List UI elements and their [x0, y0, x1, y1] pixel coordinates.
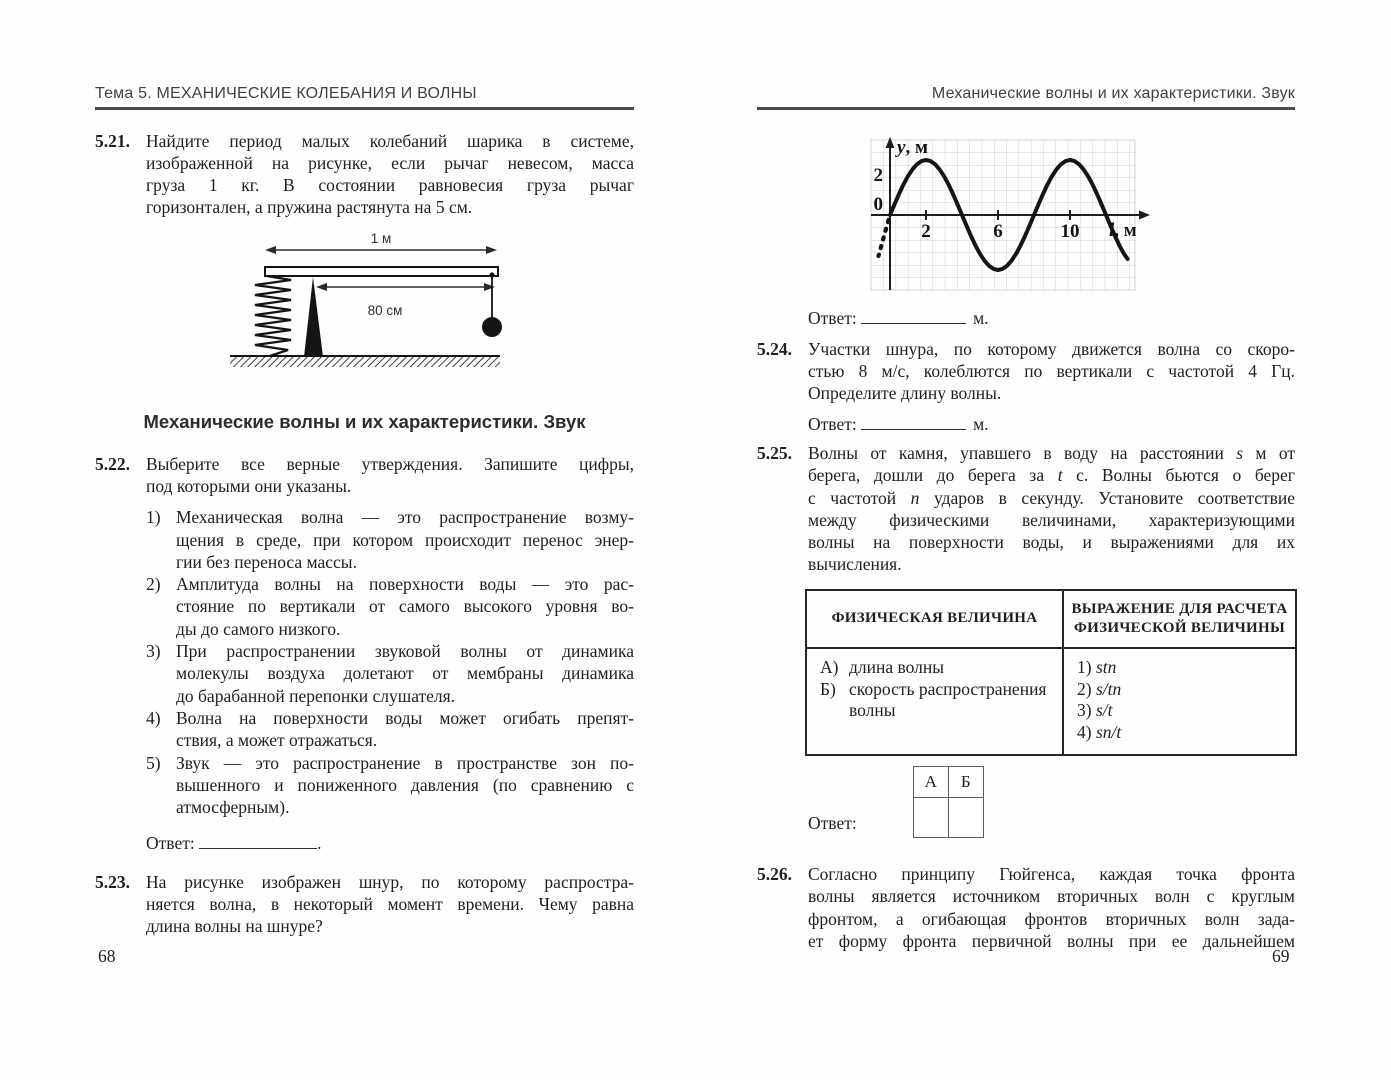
- answer-label: Ответ:: [808, 413, 857, 434]
- quantity-letter: А): [820, 656, 839, 677]
- table-header-expression: ВЫРАЖЕНИЕ ДЛЯ РАСЧЕТА ФИЗИЧЕСКОЙ ВЕЛИЧИНЫ: [1063, 590, 1296, 648]
- problem-5-24: [757, 338, 1295, 405]
- problem-5-21: [95, 130, 634, 219]
- page-number-left: 68: [98, 946, 116, 966]
- problem-number: 5.26.: [757, 863, 792, 884]
- answer-unit: м.: [973, 307, 989, 328]
- x-axis-label: l, м: [1109, 219, 1137, 241]
- answer-grid-cell-a: [913, 797, 948, 837]
- item-number: 1): [146, 507, 161, 528]
- statement-item-2: [146, 573, 634, 640]
- expression-options: 1) stn 2) s/tn 3) s/t 4) sn/t: [1077, 656, 1122, 743]
- y-axis-label: y, м: [897, 136, 928, 158]
- problem-number: 5.21.: [95, 130, 130, 151]
- item-text: Звук — это распространение в пространстве зон по- вышенного и пониженного давления (по сравнению с атмосферным).: [176, 752, 634, 818]
- page-number-right: 69: [1272, 946, 1290, 966]
- problem-number: 5.23.: [95, 871, 130, 892]
- problem-intro: Выберите все верные утверждения. Запишите цифры, под которыми они указаны.: [146, 453, 634, 496]
- dimension-total: [265, 231, 497, 254]
- x-tick-label-6: 6: [993, 220, 1003, 242]
- x-tick-label-2: 2: [921, 220, 931, 242]
- item-number: 3): [146, 641, 161, 662]
- matching-table: [805, 589, 1297, 756]
- problem-text: Волны от камня, упавшего в воду на расстоянии s м от берега, дошли до берега за t с. Волны бьются о берег с частотой n ударов в секунду. Установите соответствие между физическими величинами, характеризующими волны на поверхности воды, и выражениями для их вычисления.: [808, 442, 1296, 575]
- answer-blank: [199, 834, 317, 849]
- problem-text: Найдите период малых колебаний шарика в системе, изображенной на рисунке, если рычаг невесом, масса груза 1 кг. В состоянии равновесия груза рычаг горизонтален, а пружина растянута на 5 см.: [146, 130, 634, 218]
- answer-blank: [861, 415, 966, 430]
- problem-text: Согласно принципу Гюйгенса, каждая точка фронта волны является источником вторичных волн с круглым фронтом, а огибающая фронтов вторичных волн зада- ет форму фронта первичной волны при ее дальнейшем: [808, 863, 1295, 951]
- statement-item-1: [146, 506, 634, 573]
- ground-hatch: [230, 357, 500, 367]
- quantity-text: скорость распространения волны: [849, 678, 1047, 721]
- wave-graph: [757, 133, 1295, 298]
- answer-suffix: .: [317, 833, 322, 854]
- item-text: Амплитуда волны на поверхности воды — это рас- стояние по вертикали от самого высокого уровня во- ды до самого низкого.: [176, 574, 634, 639]
- item-text: Механическая волна — это распространение возму- щения в среде, при котором происходит перенос энер- гии без переноса массы.: [176, 507, 634, 572]
- answer-line-5-23: [808, 307, 1295, 329]
- y-tick-label-2: 2: [873, 164, 883, 186]
- quantity-a: [820, 657, 1052, 679]
- problem-number: 5.22.: [95, 453, 130, 474]
- answer-line-5-22: [146, 832, 634, 854]
- quantity-b: [820, 679, 1052, 723]
- statement-item-4: [146, 707, 634, 752]
- problem-body: [146, 453, 634, 819]
- problem-5-26: [757, 863, 1295, 952]
- statement-item-5: [146, 752, 634, 819]
- quantity-letter: Б): [820, 678, 836, 699]
- running-head-right: Механические волны и их характеристики. Звук: [931, 85, 1295, 102]
- lever-spring-figure: [95, 229, 634, 389]
- answer-grid: [913, 766, 984, 838]
- fulcrum: [304, 277, 323, 357]
- problem-5-23: [95, 871, 634, 938]
- x-axis-arrow: [1139, 210, 1150, 219]
- statement-list: [146, 506, 634, 818]
- problem-text: Участки шнура, по которому движется волна со скоро- стью 8 м/с, колеблются по вертикали с частотой 4 Гц. Определите длину волны.: [808, 338, 1295, 404]
- item-text: Волна на поверхности воды может огибать препят- ствия, а может отражаться.: [176, 707, 634, 751]
- dimension-total-label: 1 м: [370, 230, 392, 246]
- quantity-text: длина волны: [849, 656, 945, 677]
- answer-grid-cell-b: [948, 797, 983, 837]
- answer-blank: [861, 309, 966, 324]
- answer-label: Ответ:: [808, 307, 857, 328]
- left-page: [95, 80, 634, 938]
- running-head-left: Тема 5. МЕХАНИЧЕСКИЕ КОЛЕБАНИЯ И ВОЛНЫ: [95, 85, 477, 102]
- problem-number: 5.25.: [757, 442, 792, 463]
- lever-bar: [265, 267, 498, 276]
- answer-grid-col-b: Б: [948, 766, 983, 797]
- answer-line-5-24: [808, 413, 1295, 435]
- spring: [255, 276, 291, 356]
- answer-label: Ответ:: [146, 833, 195, 854]
- table-cell-quantities: [806, 648, 1063, 755]
- table-header-quantity: ФИЗИЧЕСКАЯ ВЕЛИЧИНА: [806, 590, 1063, 648]
- item-text: При распространении звуковой волны от динамика молекулы воздуха долетают от мембраны динамика до барабанной перепонки слушателя.: [176, 641, 634, 706]
- running-head-rule-right: [757, 107, 1295, 110]
- item-number: 4): [146, 707, 161, 728]
- answer-label: Ответ:: [808, 812, 857, 833]
- problem-5-22: [95, 453, 634, 819]
- item-number: 5): [146, 752, 161, 773]
- problem-text: На рисунке изображен шнур, по которому распростра- няется волна, в некоторый момент времени. Чему равна длина волны на шнуре?: [146, 871, 634, 937]
- y-tick-label-0: 0: [873, 193, 883, 215]
- x-tick-label-10: 10: [1060, 220, 1080, 242]
- dimension-arm-label: 80 см: [367, 302, 403, 318]
- answer-unit: м.: [973, 413, 989, 434]
- problem-5-25: [757, 442, 1295, 576]
- answer-grid-col-a: А: [913, 766, 948, 797]
- running-head-rule-left: [95, 107, 634, 110]
- item-number: 2): [146, 574, 161, 595]
- table-cell-expressions: [1063, 648, 1296, 755]
- statement-item-3: [146, 640, 634, 707]
- right-page: [757, 80, 1295, 952]
- answer-grid-block: [808, 766, 1295, 838]
- section-heading: Механические волны и их характеристики. Звук: [143, 410, 586, 432]
- dimension-arm: [316, 283, 495, 318]
- problem-number: 5.24.: [757, 338, 792, 359]
- ball: [482, 317, 502, 337]
